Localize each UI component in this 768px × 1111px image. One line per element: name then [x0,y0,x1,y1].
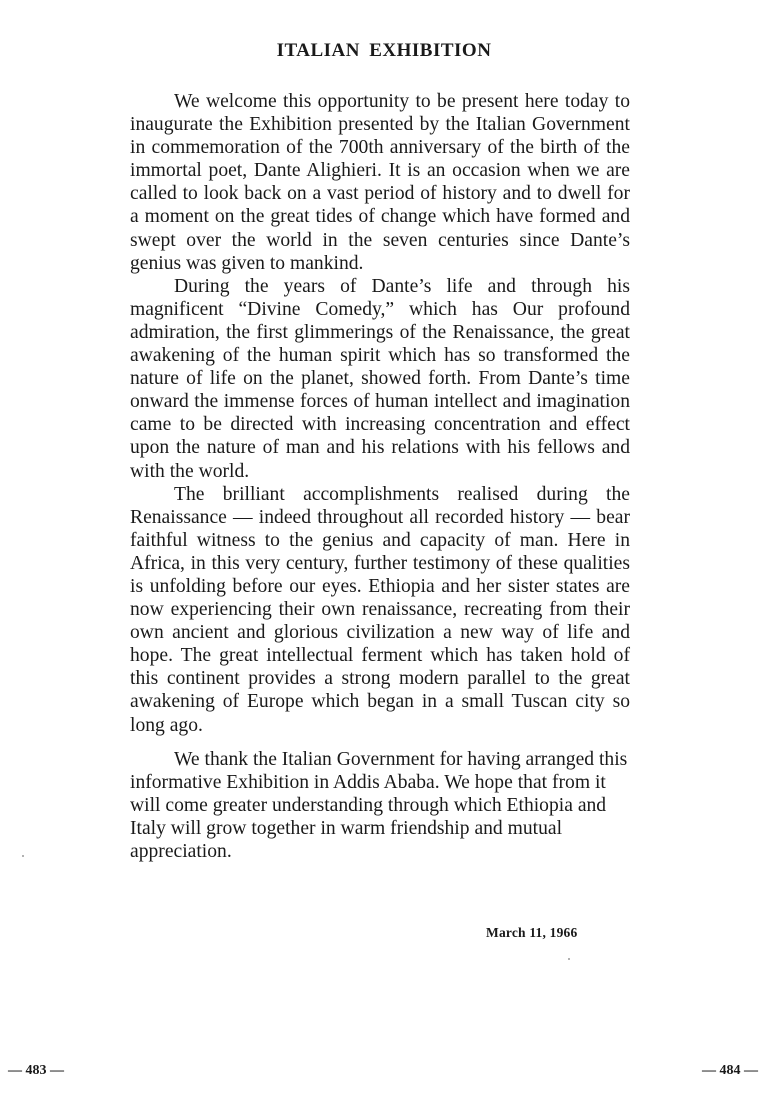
paragraph-1: We welcome this opportunity to be present here today to inaugurate the Exhibition presented by the Italian Government in commemoration of the 700th anniversary of the birth of the immortal poet, Dante Alighieri. It is an occasion when we are called to look back on a vast period of history and to dwell for a moment on the great tides of change which have formed and swept over the world in the seven centuries since Dante’s genius was given to mankind. [130,91,630,274]
scan-speck [22,855,24,857]
page-number-left: — 483 — [8,1063,64,1078]
speech-body [130,90,630,863]
page-number-right: — 484 — [702,1063,758,1078]
page-title: ITALIAN EXHIBITION [276,40,492,61]
paragraph-3: The brilliant accomplishments realised during the Renaissance — indeed throughout all recorded history — bear faithful witness to the genius and capacity of man. Here in Africa, in this very century, further testimony of these qualities is unfolding before our eyes. Ethiopia and her sister states are now experiencing their own renaissance, recreating from their own ancient and glorious civilization a new way of life and hope. The great intellectual ferment which has taken hold of this continent provides a strong modern parallel to the great awakening of Europe which began in a small Tuscan city so long ago. [130,483,630,736]
paragraph-2: During the years of Dante’s life and through his magnificent “Divine Comedy,” which has Our profound admiration, the first glimmerings of the Renaissance, the great awakening of the human spirit which has so transformed the nature of life on the planet, showed forth. From Dante’s time onward the immense forces of human intellect and imagination came to be directed with increasing concentration and effect upon the nature of man and his relations with his fellows and with the world. [130,275,630,482]
date-line: March 11, 1966 [486,925,578,940]
scan-speck [568,958,570,960]
paragraph-4: We thank the Italian Government for having arranged this informative Exhibition in Addis Ababa. We hope that from it will come greater understanding through which Ethiopia and Italy will grow together in warm friendship and mutual appreciation. [130,748,628,862]
